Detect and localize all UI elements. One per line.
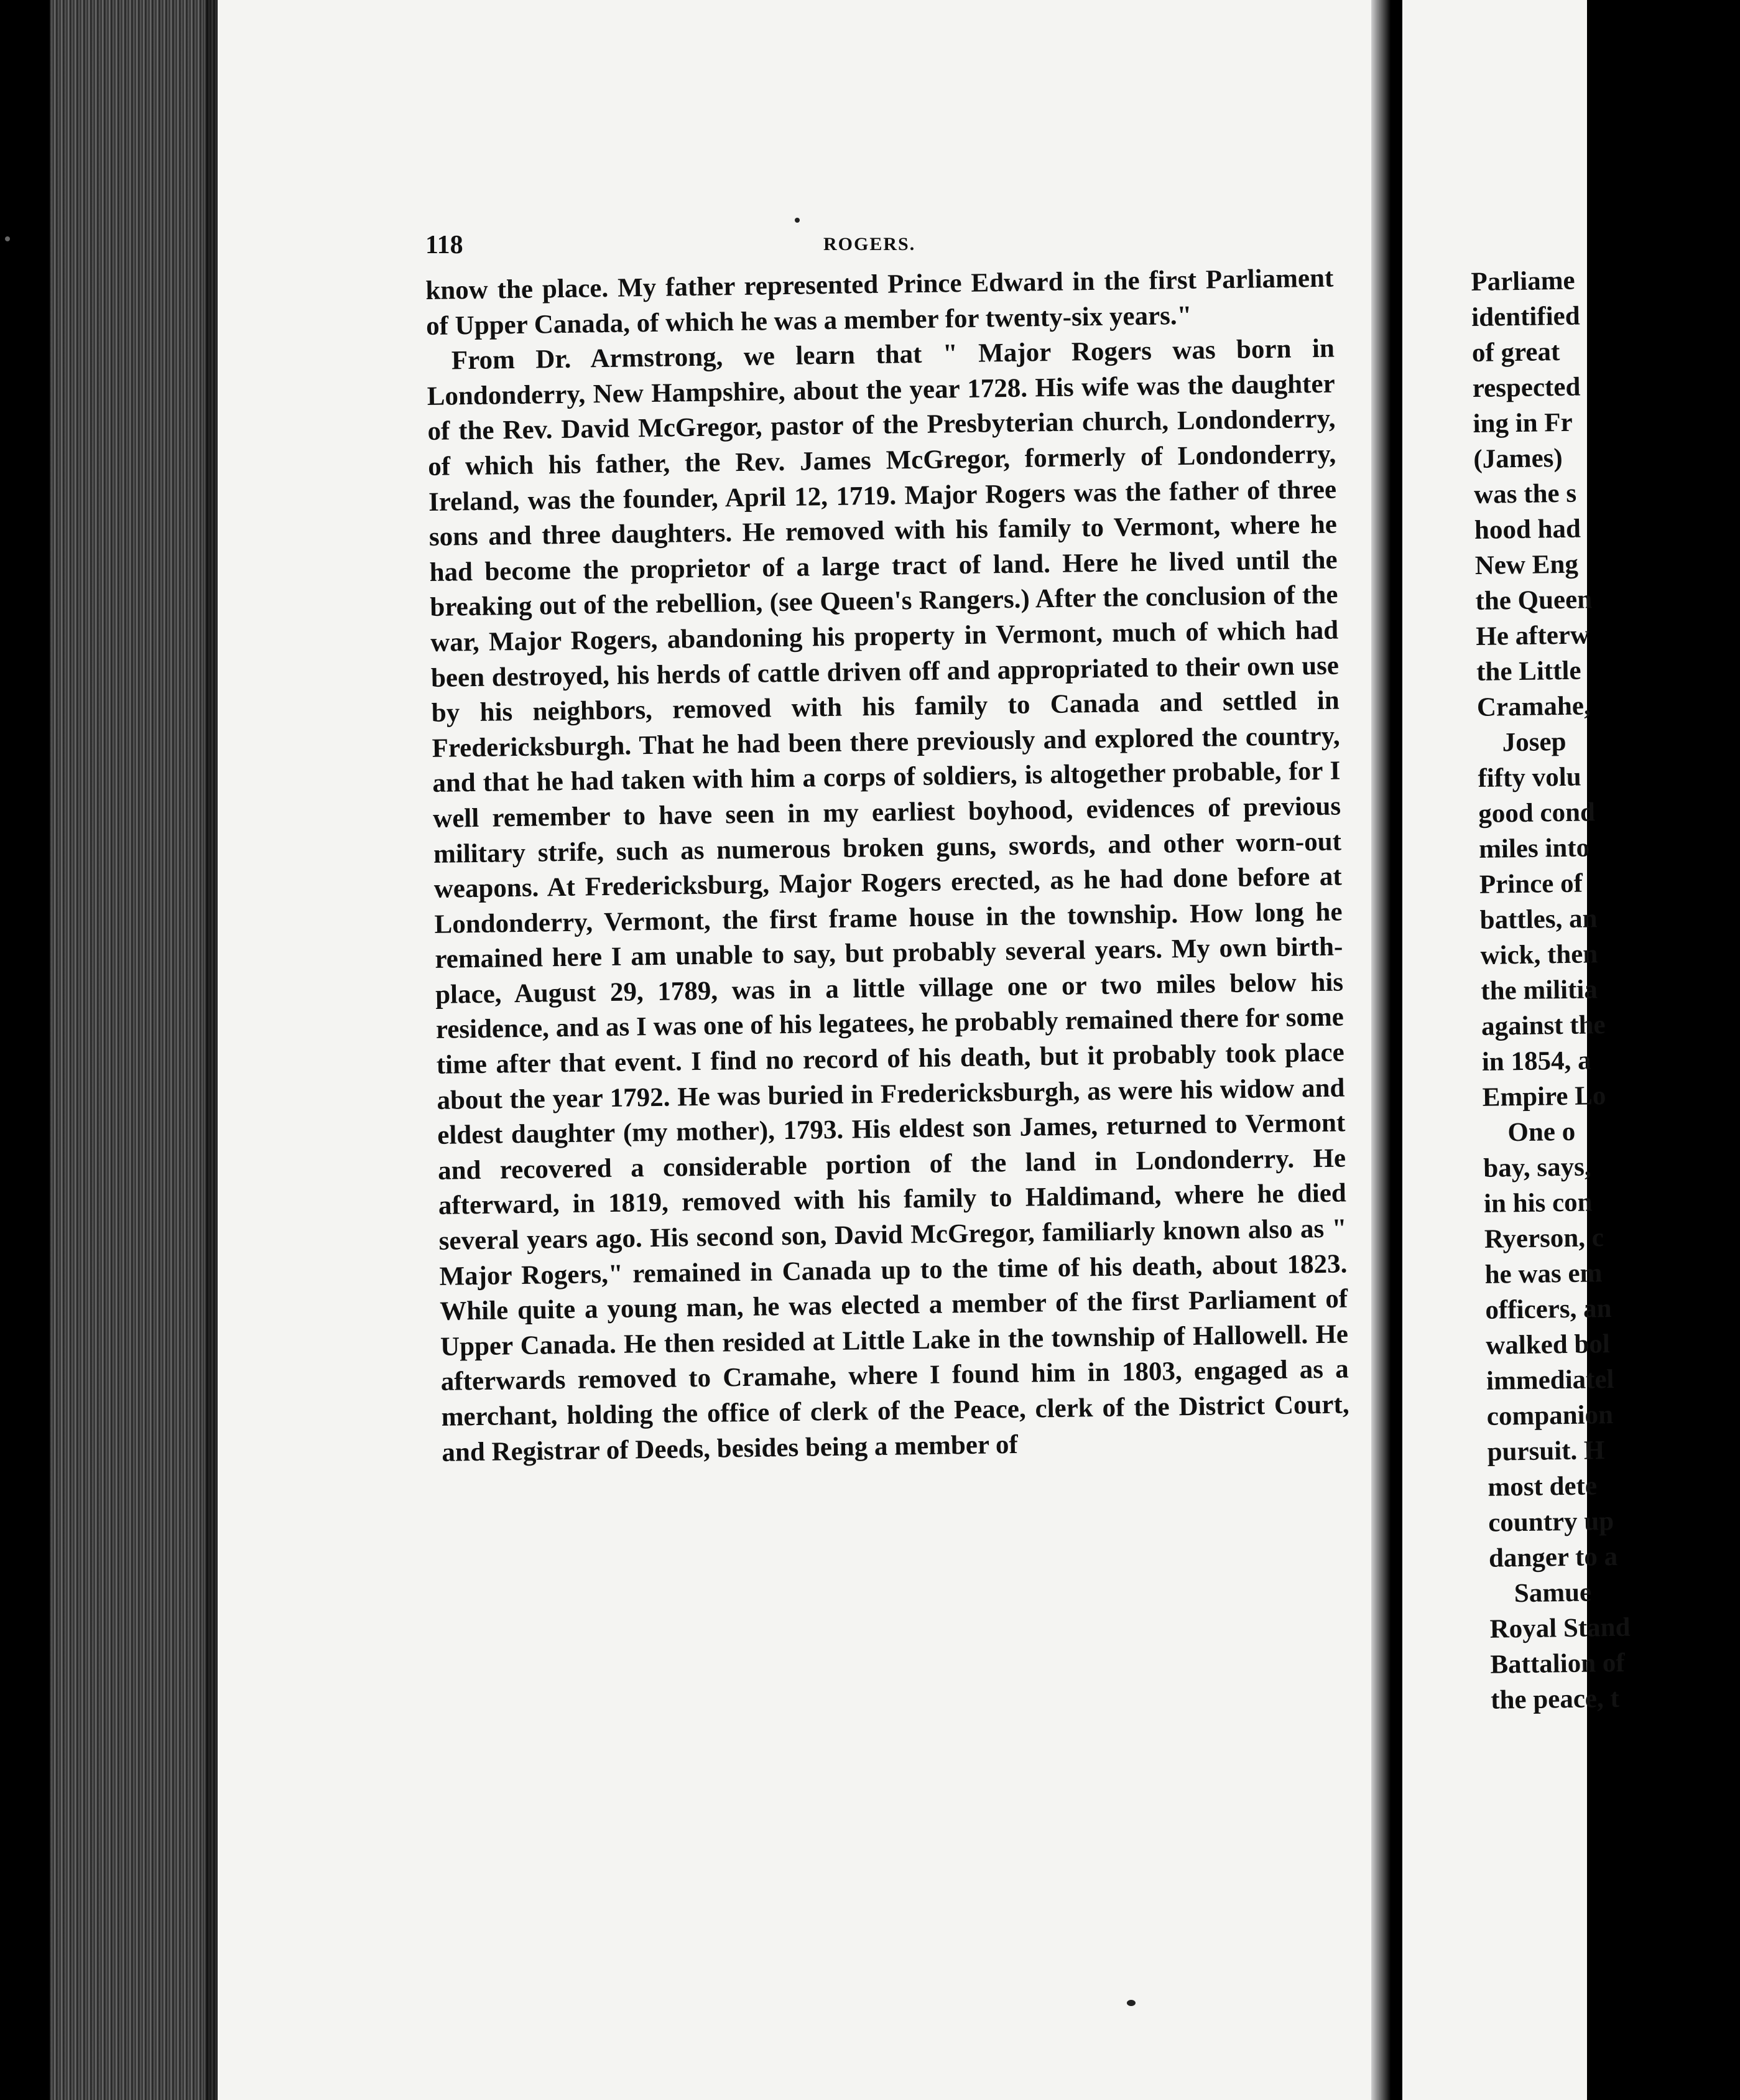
text-line: identified	[1471, 301, 1580, 332]
text-line: the militia	[1480, 975, 1598, 1006]
page-number: 118	[425, 231, 463, 259]
text-line: pursuit. H	[1487, 1436, 1605, 1467]
text-line: Battalion of	[1490, 1648, 1625, 1680]
text-line: battles, an	[1479, 904, 1598, 935]
text-line: the Little	[1476, 656, 1581, 687]
text-line: danger to a	[1488, 1541, 1618, 1573]
text-line: of great	[1471, 337, 1560, 368]
text-line: hood had	[1474, 514, 1581, 545]
text-line: wick, then	[1480, 939, 1598, 970]
text-line: immediatel	[1486, 1364, 1614, 1396]
text-line: against the	[1481, 1010, 1606, 1041]
main-text-block	[425, 261, 1350, 1470]
right-page-text	[1471, 261, 1740, 1717]
text-line: One o	[1507, 1117, 1576, 1148]
text-line: Parliame	[1471, 266, 1575, 297]
ink-speck	[1127, 2000, 1136, 2006]
text-line: the Queen	[1475, 585, 1593, 616]
book-gutter	[1371, 0, 1399, 2100]
text-line: Samue	[1514, 1577, 1592, 1609]
text-line: country up	[1488, 1506, 1614, 1538]
text-line: Cramahe,	[1476, 691, 1591, 722]
page-header	[425, 230, 1340, 267]
text-line: in his con	[1483, 1187, 1593, 1219]
text-line: good cond	[1478, 797, 1596, 829]
text-line: Royal Stand	[1489, 1612, 1631, 1644]
text-line: miles into	[1478, 833, 1590, 864]
text-line: (James)	[1473, 443, 1563, 474]
paragraph: From Dr. Armstrong, we learn that " Major Rogers was born in Londonderry, New Hampshire, about the year 1728. His wife was the daughter of the Rev. David McGregor, pastor of the Presbyterian church, Londonderry, of which his father, the Rev. James McGregor, formerly of Londonderry, Ireland, was the founder, April 12, 1719. Major Rogers was the father of three sons and three daughters. He removed with his family to Vermont, where he had become the proprietor of a large tract of land. Here he lived until the breaking out of the rebellion, (see Queen's Rangers.) After the conclusion of the war, Major Rogers, abandoning his property in Vermont, much of which had been destroyed, his herds of cattle driven off and appropriated to their own use by his neighbors, removed with his family to Canada and settled in Fredericksburgh. That he had been there previously and explored the country, and that he had taken with him a corps of soldiers, is altogether probable, for I well remember to have seen in my earliest boyhood, evidences of previous military strife, such as numerous broken guns, swords, and other worn-out weapons. At Fredericksburg, Major Rogers erected, as he had done before at Londonderry, Vermont, the first frame house in the township. How long he remained here I am unable to say, but probably several years. My own birth-place, August 29, 1789, was in a little village one or two miles below his residence, and as I was one of his legatees, he probably remained there for some time after that event. I find no record of his death, but it probably took place about the year 1792. He was buried in Fredericksburgh, as were his widow and eldest daughter (my mother), 1793. His eldest son James, returned to Vermont and recovered a considerable portion of the land in Londonderry. He afterward, in 1819, removed with his family to Haldimand, where he died several years ago. His second son, David McGregor, familiarly known also as " Major Rogers," remained in Canada up to the time of his death, about 1823. While quite a young man, he was elected a member of the first Parliament of Upper Canada. He then resided at Little Lake in the township of Hallowell. He afterwards removed to Cramahe, where I found him in 1803, engaged as a merchant, holding the office of clerk of the Peace, clerk of the District Court, and Registrar of Deeds, besides being a member of	[427, 333, 1349, 1467]
text-line: he was em	[1484, 1258, 1603, 1289]
running-head: ROGERS.	[823, 234, 916, 254]
text-line: most dete	[1488, 1471, 1598, 1502]
text-line: officers, an	[1485, 1294, 1612, 1325]
text-line: bay, says,	[1483, 1152, 1591, 1183]
text-line: fifty volu	[1478, 762, 1581, 793]
book-page-edges	[50, 0, 224, 2100]
paragraph: know the place. My father represented Prince Edward in the first Parliament of Upper Canada, of which he was a member for twenty-six years."	[425, 263, 1334, 341]
text-line: respected	[1472, 372, 1581, 403]
text-line: walked bol	[1485, 1329, 1611, 1360]
text-line: in 1854, a	[1481, 1046, 1591, 1077]
text-line: New Eng	[1474, 549, 1579, 580]
text-line: was the s	[1473, 478, 1577, 509]
right-page-fragment	[1402, 0, 1631, 2100]
text-line: the peace, t	[1490, 1683, 1620, 1715]
text-line: Ryerson, c	[1484, 1223, 1604, 1254]
ink-speck	[795, 218, 800, 223]
text-line: companion	[1486, 1400, 1614, 1431]
text-line: ing in Fr	[1473, 407, 1573, 439]
text-line: Empire Lo	[1482, 1081, 1606, 1112]
ink-speck	[5, 236, 10, 241]
text-line: Prince of	[1479, 868, 1583, 899]
text-line: Josep	[1502, 727, 1566, 758]
text-line: He afterw	[1476, 620, 1590, 651]
